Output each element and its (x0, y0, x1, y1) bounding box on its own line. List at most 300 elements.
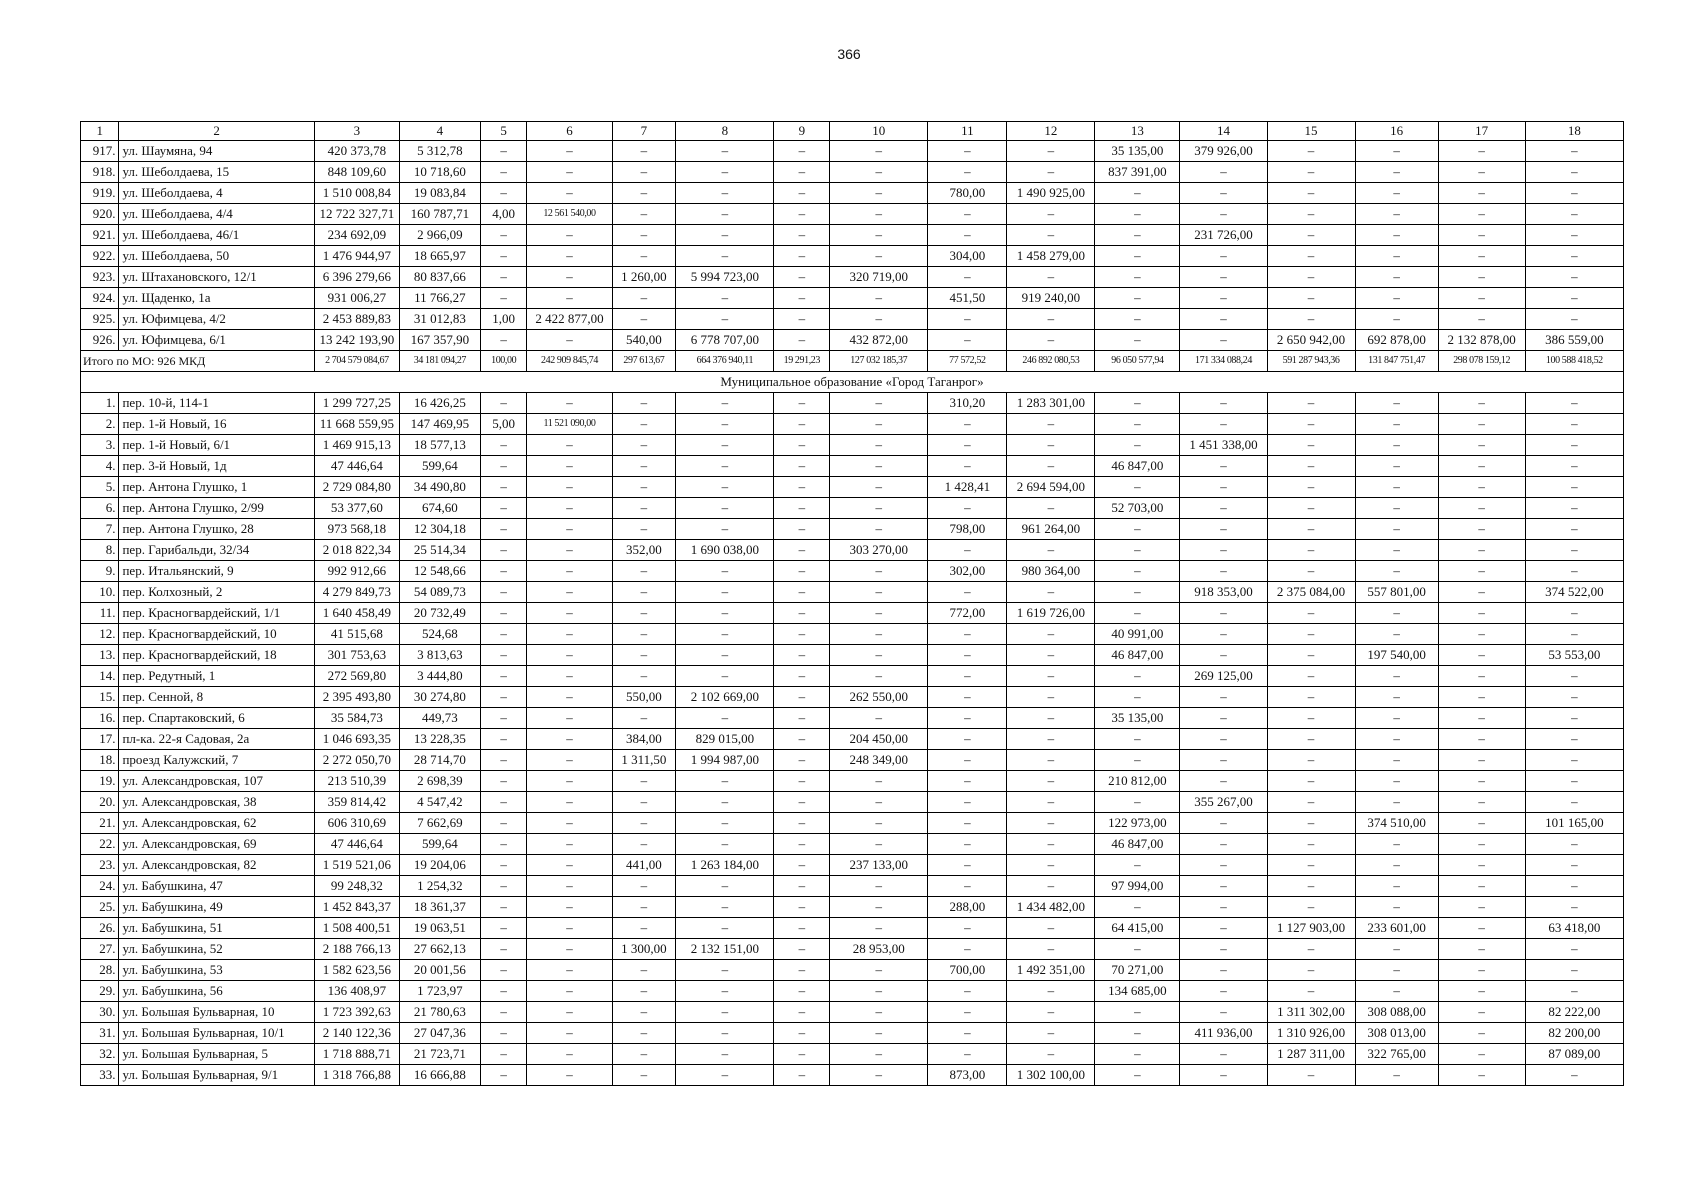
value-cell: 352,00 (612, 540, 676, 561)
dash-cell: – (480, 792, 527, 813)
value-cell: 82 200,00 (1525, 1023, 1623, 1044)
table-row (81, 771, 1624, 792)
value-cell: 7 662,69 (399, 813, 480, 834)
dash-cell: – (1355, 225, 1438, 246)
value-cell: 18 577,13 (399, 435, 480, 456)
dash-cell: – (1095, 666, 1180, 687)
dash-cell: – (527, 225, 612, 246)
dash-cell: – (830, 1002, 928, 1023)
value-cell: 231 726,00 (1180, 225, 1267, 246)
dash-cell: – (480, 288, 527, 309)
dash-cell: – (1525, 267, 1623, 288)
dash-cell: – (1267, 645, 1355, 666)
dash-cell: – (612, 1023, 676, 1044)
dash-cell: – (1267, 603, 1355, 624)
row-number: 17. (81, 729, 119, 750)
dash-cell: – (1355, 435, 1438, 456)
value-cell: 374 510,00 (1355, 813, 1438, 834)
dash-cell: – (1267, 813, 1355, 834)
dash-cell: – (774, 1002, 830, 1023)
dash-cell: – (1180, 813, 1267, 834)
dash-cell: – (612, 225, 676, 246)
value-cell: 301 753,63 (314, 645, 399, 666)
column-number-2: 2 (119, 122, 314, 141)
row-number: 917. (81, 141, 119, 162)
dash-cell: – (1355, 729, 1438, 750)
dash-cell: – (676, 813, 774, 834)
value-cell: 18 361,37 (399, 897, 480, 918)
table-row (81, 456, 1624, 477)
row-number: 5. (81, 477, 119, 498)
row-number: 8. (81, 540, 119, 561)
dash-cell: – (527, 393, 612, 414)
value-cell: 87 089,00 (1525, 1044, 1623, 1065)
row-number: 23. (81, 855, 119, 876)
address-cell: пер. 10-й, 114-1 (119, 393, 314, 414)
dash-cell: – (774, 1023, 830, 1044)
value-cell: 1 310 926,00 (1267, 1023, 1355, 1044)
dash-cell: – (1438, 981, 1525, 1002)
value-cell: 5 312,78 (399, 141, 480, 162)
dash-cell: – (1525, 477, 1623, 498)
dash-cell: – (1267, 204, 1355, 225)
column-number-9: 9 (774, 122, 830, 141)
dash-cell: – (480, 393, 527, 414)
table-row (81, 708, 1624, 729)
address-cell: ул. Александровская, 38 (119, 792, 314, 813)
dash-cell: – (1267, 225, 1355, 246)
value-cell: 272 569,80 (314, 666, 399, 687)
dash-cell: – (1355, 540, 1438, 561)
dash-cell: – (480, 1002, 527, 1023)
address-cell: ул. Большая Бульварная, 9/1 (119, 1065, 314, 1086)
dash-cell: – (1525, 162, 1623, 183)
value-cell: 931 006,27 (314, 288, 399, 309)
dash-cell: – (612, 498, 676, 519)
dash-cell: – (1180, 1065, 1267, 1086)
dash-cell: – (830, 498, 928, 519)
dash-cell: – (774, 708, 830, 729)
dash-cell: – (1438, 267, 1525, 288)
address-cell: ул. Юфимцева, 4/2 (119, 309, 314, 330)
dash-cell: – (1095, 435, 1180, 456)
dash-cell: – (1180, 939, 1267, 960)
column-number-8: 8 (676, 122, 774, 141)
dash-cell: – (480, 624, 527, 645)
table-row (81, 1023, 1624, 1044)
dash-cell: – (480, 834, 527, 855)
total-value-cell: 664 376 940,11 (676, 351, 774, 372)
total-label: Итого по МО: 926 МКД (81, 351, 315, 372)
dash-cell: – (676, 561, 774, 582)
dash-cell: – (928, 435, 1007, 456)
dash-cell: – (676, 1065, 774, 1086)
dash-cell: – (830, 393, 928, 414)
dash-cell: – (1007, 834, 1095, 855)
dash-cell: – (1525, 834, 1623, 855)
dash-cell: – (1438, 225, 1525, 246)
dash-cell: – (1095, 792, 1180, 813)
value-cell: 3 444,80 (399, 666, 480, 687)
dash-cell: – (676, 1023, 774, 1044)
dash-cell: – (480, 498, 527, 519)
dash-cell: – (1007, 162, 1095, 183)
value-cell: 411 936,00 (1180, 1023, 1267, 1044)
dash-cell: – (527, 792, 612, 813)
table-row (81, 1044, 1624, 1065)
address-cell: пер. 1-й Новый, 16 (119, 414, 314, 435)
dash-cell: – (774, 141, 830, 162)
dash-cell: – (527, 141, 612, 162)
dash-cell: – (1355, 561, 1438, 582)
dash-cell: – (928, 582, 1007, 603)
dash-cell: – (676, 771, 774, 792)
dash-cell: – (830, 582, 928, 603)
dash-cell: – (527, 540, 612, 561)
dash-cell: – (1438, 582, 1525, 603)
dash-cell: – (928, 687, 1007, 708)
dash-cell: – (1007, 141, 1095, 162)
dash-cell: – (612, 393, 676, 414)
dash-cell: – (1355, 162, 1438, 183)
dash-cell: – (830, 183, 928, 204)
dash-cell: – (1438, 624, 1525, 645)
value-cell: 11 668 559,95 (314, 414, 399, 435)
dash-cell: – (527, 1065, 612, 1086)
dash-cell: – (1007, 981, 1095, 1002)
dash-cell: – (1355, 267, 1438, 288)
dash-cell: – (928, 876, 1007, 897)
dash-cell: – (1355, 855, 1438, 876)
dash-cell: – (1267, 309, 1355, 330)
dash-cell: – (480, 540, 527, 561)
dash-cell: – (1180, 204, 1267, 225)
dash-cell: – (1095, 939, 1180, 960)
dash-cell: – (1095, 246, 1180, 267)
value-cell: 12 548,66 (399, 561, 480, 582)
dash-cell: – (1180, 603, 1267, 624)
dash-cell: – (1007, 1023, 1095, 1044)
dash-cell: – (1095, 477, 1180, 498)
value-cell: 2 188 766,13 (314, 939, 399, 960)
dash-cell: – (1525, 204, 1623, 225)
row-number: 9. (81, 561, 119, 582)
dash-cell: – (480, 519, 527, 540)
dash-cell: – (527, 183, 612, 204)
value-cell: 80 837,66 (399, 267, 480, 288)
dash-cell: – (774, 834, 830, 855)
dash-cell: – (1267, 540, 1355, 561)
dash-cell: – (1007, 225, 1095, 246)
dash-cell: – (676, 876, 774, 897)
table-row (81, 540, 1624, 561)
value-cell: 167 357,90 (399, 330, 480, 351)
dash-cell: – (1355, 960, 1438, 981)
column-number-16: 16 (1355, 122, 1438, 141)
dash-cell: – (928, 666, 1007, 687)
value-cell: 355 267,00 (1180, 792, 1267, 813)
dash-cell: – (774, 477, 830, 498)
total-value-cell: 298 078 159,12 (1438, 351, 1525, 372)
value-cell: 432 872,00 (830, 330, 928, 351)
address-cell: ул. Бабушкина, 49 (119, 897, 314, 918)
table-row (81, 246, 1624, 267)
dash-cell: – (480, 267, 527, 288)
dash-cell: – (527, 267, 612, 288)
table-row (81, 1065, 1624, 1086)
value-cell: 980 364,00 (1007, 561, 1095, 582)
table-row (81, 687, 1624, 708)
address-cell: пер. Сенной, 8 (119, 687, 314, 708)
dash-cell: – (1525, 603, 1623, 624)
dash-cell: – (1267, 141, 1355, 162)
value-cell: 320 719,00 (830, 267, 928, 288)
dash-cell: – (1438, 204, 1525, 225)
address-cell: пер. Красногвардейский, 18 (119, 645, 314, 666)
dash-cell: – (928, 162, 1007, 183)
dash-cell: – (774, 288, 830, 309)
dash-cell: – (480, 456, 527, 477)
value-cell: 606 310,69 (314, 813, 399, 834)
value-cell: 31 012,83 (399, 309, 480, 330)
dash-cell: – (928, 708, 1007, 729)
dash-cell: – (1355, 939, 1438, 960)
dash-cell: – (928, 855, 1007, 876)
dash-cell: – (480, 771, 527, 792)
dash-cell: – (1355, 624, 1438, 645)
dash-cell: – (1438, 960, 1525, 981)
dash-cell: – (1007, 456, 1095, 477)
dash-cell: – (612, 162, 676, 183)
dash-cell: – (830, 309, 928, 330)
total-value-cell: 100,00 (480, 351, 527, 372)
dash-cell: – (676, 666, 774, 687)
dash-cell: – (527, 456, 612, 477)
dash-cell: – (527, 582, 612, 603)
dash-cell: – (1525, 729, 1623, 750)
dash-cell: – (1267, 435, 1355, 456)
dash-cell: – (1180, 288, 1267, 309)
value-cell: 674,60 (399, 498, 480, 519)
dash-cell: – (774, 246, 830, 267)
dash-cell: – (1180, 750, 1267, 771)
dash-cell: – (1355, 204, 1438, 225)
value-cell: 2 729 084,80 (314, 477, 399, 498)
dash-cell: – (928, 729, 1007, 750)
dash-cell: – (527, 645, 612, 666)
dash-cell: – (1180, 519, 1267, 540)
dash-cell: – (1355, 183, 1438, 204)
table-row (81, 918, 1624, 939)
dash-cell: – (1525, 393, 1623, 414)
address-cell: ул. Бабушкина, 47 (119, 876, 314, 897)
row-number: 918. (81, 162, 119, 183)
dash-cell: – (830, 1023, 928, 1044)
dash-cell: – (1180, 540, 1267, 561)
column-number-7: 7 (612, 122, 676, 141)
value-cell: 322 765,00 (1355, 1044, 1438, 1065)
dash-cell: – (1267, 393, 1355, 414)
row-number: 925. (81, 309, 119, 330)
row-number: 10. (81, 582, 119, 603)
address-cell: ул. Шеболдаева, 4 (119, 183, 314, 204)
total-value-cell: 127 032 185,37 (830, 351, 928, 372)
dash-cell: – (527, 603, 612, 624)
value-cell: 213 510,39 (314, 771, 399, 792)
dash-cell: – (1180, 393, 1267, 414)
dash-cell: – (1525, 456, 1623, 477)
dash-cell: – (1180, 855, 1267, 876)
column-number-18: 18 (1525, 122, 1623, 141)
value-cell: 19 063,51 (399, 918, 480, 939)
dash-cell: – (928, 1023, 1007, 1044)
value-cell: 1 311 302,00 (1267, 1002, 1355, 1023)
value-cell: 961 264,00 (1007, 519, 1095, 540)
dash-cell: – (1267, 834, 1355, 855)
address-cell: ул. Шеболдаева, 46/1 (119, 225, 314, 246)
dash-cell: – (527, 477, 612, 498)
dash-cell: – (774, 267, 830, 288)
address-cell: пер. Колхозный, 2 (119, 582, 314, 603)
dash-cell: – (676, 183, 774, 204)
row-number: 4. (81, 456, 119, 477)
row-number: 1. (81, 393, 119, 414)
row-number: 32. (81, 1044, 119, 1065)
dash-cell: – (1095, 897, 1180, 918)
row-number: 21. (81, 813, 119, 834)
table-row (81, 519, 1624, 540)
dash-cell: – (1095, 582, 1180, 603)
dash-cell: – (1007, 498, 1095, 519)
value-cell: 848 109,60 (314, 162, 399, 183)
dash-cell: – (830, 813, 928, 834)
value-cell: 1 718 888,71 (314, 1044, 399, 1065)
table-row (81, 834, 1624, 855)
dash-cell: – (527, 855, 612, 876)
dash-cell: – (676, 645, 774, 666)
dash-cell: – (1355, 981, 1438, 1002)
value-cell: 1 046 693,35 (314, 729, 399, 750)
dash-cell: – (1355, 687, 1438, 708)
address-cell: пер. Красногвардейский, 10 (119, 624, 314, 645)
dash-cell: – (1180, 309, 1267, 330)
dash-cell: – (480, 666, 527, 687)
dash-cell: – (676, 981, 774, 1002)
value-cell: 1 428,41 (928, 477, 1007, 498)
value-cell: 6 396 279,66 (314, 267, 399, 288)
dash-cell: – (1007, 876, 1095, 897)
dash-cell: – (1355, 414, 1438, 435)
dash-cell: – (676, 1002, 774, 1023)
dash-cell: – (1438, 477, 1525, 498)
value-cell: 1 519 521,06 (314, 855, 399, 876)
dash-cell: – (928, 834, 1007, 855)
row-number: 24. (81, 876, 119, 897)
dash-cell: – (774, 624, 830, 645)
value-cell: 837 391,00 (1095, 162, 1180, 183)
column-number-11: 11 (928, 122, 1007, 141)
value-cell: 2 140 122,36 (314, 1023, 399, 1044)
dash-cell: – (1007, 771, 1095, 792)
value-cell: 16 426,25 (399, 393, 480, 414)
value-cell: 47 446,64 (314, 456, 399, 477)
value-cell: 308 013,00 (1355, 1023, 1438, 1044)
table-row (81, 393, 1624, 414)
dash-cell: – (1525, 498, 1623, 519)
dash-cell: – (1095, 183, 1180, 204)
dash-cell: – (1180, 771, 1267, 792)
value-cell: 420 373,78 (314, 141, 399, 162)
value-cell: 1 582 623,56 (314, 960, 399, 981)
value-cell: 1 640 458,49 (314, 603, 399, 624)
dash-cell: – (1180, 729, 1267, 750)
column-number-12: 12 (1007, 122, 1095, 141)
dash-cell: – (1007, 939, 1095, 960)
row-number: 11. (81, 603, 119, 624)
dash-cell: – (1438, 750, 1525, 771)
dash-cell: – (1525, 141, 1623, 162)
dash-cell: – (612, 771, 676, 792)
dash-cell: – (480, 330, 527, 351)
dash-cell: – (1267, 561, 1355, 582)
value-cell: 524,68 (399, 624, 480, 645)
value-cell: 2 453 889,83 (314, 309, 399, 330)
row-number: 923. (81, 267, 119, 288)
row-number: 20. (81, 792, 119, 813)
dash-cell: – (1267, 183, 1355, 204)
value-cell: 374 522,00 (1525, 582, 1623, 603)
dash-cell: – (1438, 897, 1525, 918)
dash-cell: – (1525, 960, 1623, 981)
address-cell: ул. Шеболдаева, 50 (119, 246, 314, 267)
row-number: 14. (81, 666, 119, 687)
dash-cell: – (1180, 267, 1267, 288)
dash-cell: – (480, 855, 527, 876)
dash-cell: – (480, 183, 527, 204)
dash-cell: – (928, 624, 1007, 645)
dash-cell: – (1355, 834, 1438, 855)
dash-cell: – (676, 603, 774, 624)
dash-cell: – (1180, 162, 1267, 183)
dash-cell: – (1438, 540, 1525, 561)
dash-cell: – (1095, 393, 1180, 414)
dash-cell: – (527, 687, 612, 708)
dash-cell: – (612, 792, 676, 813)
value-cell: 441,00 (612, 855, 676, 876)
total-value-cell: 297 613,67 (612, 351, 676, 372)
row-number: 15. (81, 687, 119, 708)
address-cell: ул. Шеболдаева, 15 (119, 162, 314, 183)
dash-cell: – (1095, 330, 1180, 351)
dash-cell: – (1267, 477, 1355, 498)
value-cell: 2 102 669,00 (676, 687, 774, 708)
dash-cell: – (1095, 1065, 1180, 1086)
dash-cell: – (928, 750, 1007, 771)
dash-cell: – (774, 1065, 830, 1086)
value-cell: 160 787,71 (399, 204, 480, 225)
value-cell: 233 601,00 (1355, 918, 1438, 939)
value-cell: 973 568,18 (314, 519, 399, 540)
dash-cell: – (1438, 855, 1525, 876)
value-cell: 4,00 (480, 204, 527, 225)
total-value-cell: 34 181 094,27 (399, 351, 480, 372)
dash-cell: – (1007, 855, 1095, 876)
value-cell: 386 559,00 (1525, 330, 1623, 351)
address-cell: пер. Спартаковский, 6 (119, 708, 314, 729)
dash-cell: – (1438, 162, 1525, 183)
dash-cell: – (1267, 750, 1355, 771)
value-cell: 11 766,27 (399, 288, 480, 309)
